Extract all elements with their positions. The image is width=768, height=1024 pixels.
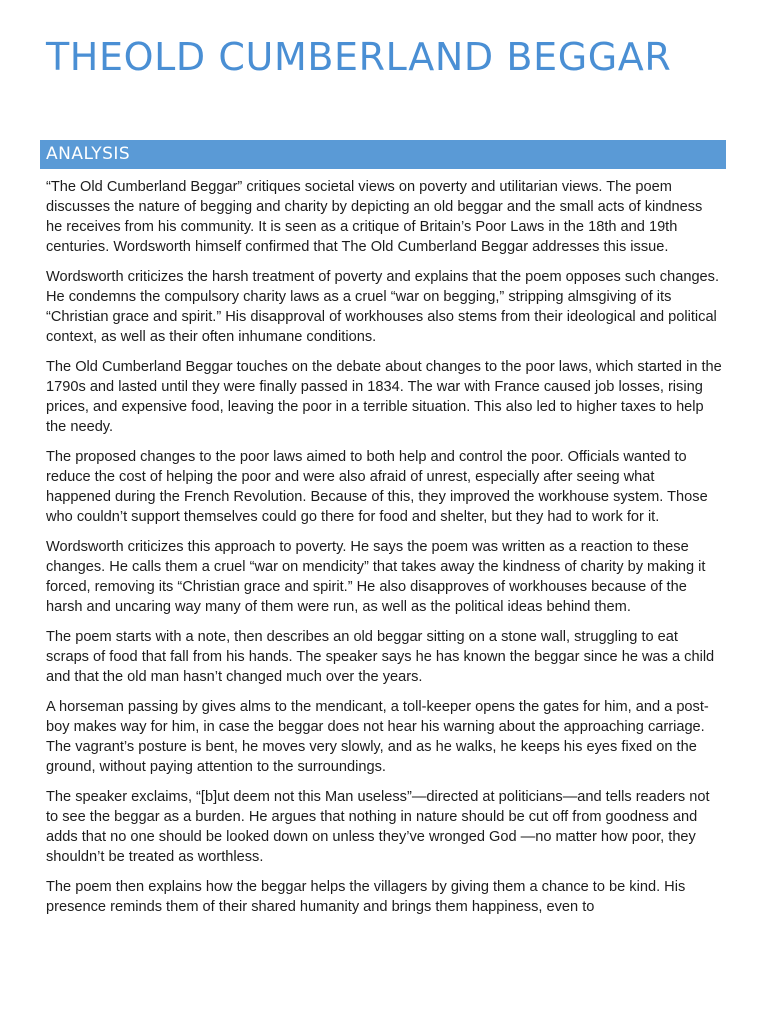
body-text xyxy=(46,177,722,927)
document-title: THEOLD CUMBERLAND BEGGAR xyxy=(46,35,672,79)
paragraph: The poem then explains how the beggar helps the villagers by giving them a chance to be kind. His presence reminds them of their shared humanity and brings them happiness, even to xyxy=(46,879,686,915)
paragraph: The speaker exclaims, “[b]ut deem not this Man useless”—directed at politicians—and tells readers not to see the beggar as a burden. He argues that nothing in nature should be cut off from goodness and adds that no one should be looked down on unless they’ve wronged God —no matter how poor, they shouldn’t be treated as worthless. xyxy=(46,789,710,865)
section-heading-bar xyxy=(40,140,726,169)
section-heading: ANALYSIS xyxy=(46,144,131,164)
paragraph: The proposed changes to the poor laws aimed to both help and control the poor. Officials wanted to reduce the cost of helping the poor and were also afraid of unrest, especially after seeing what happened during the French Revolution. Because of this, they improved the workhouse system. Those who couldn’t support themselves could go there for food and shelter, but they had to work for it. xyxy=(46,449,708,525)
paragraph: The poem starts with a note, then describes an old beggar sitting on a stone wall, struggling to eat scraps of food that fall from his hands. The speaker says he has known the beggar since he was a child and that the old man hasn’t changed much over the years. xyxy=(46,629,715,685)
paragraph: Wordsworth criticizes this approach to poverty. He says the poem was written as a reaction to these changes. He calls them a cruel “war on mendicity” that takes away the kindness of charity by making it forced, removing its “Christian grace and spirit.” He also disapproves of workhouses because of the harsh and uncaring way many of them were run, as well as the political ideas behind them. xyxy=(46,539,706,615)
paragraph: The Old Cumberland Beggar touches on the debate about changes to the poor laws, which started in the 1790s and lasted until they were finally passed in 1834. The war with France caused job losses, rising prices, and expensive food, leaving the poor in a terrible situation. This also led to higher taxes to help the needy. xyxy=(46,359,722,435)
paragraph: A horseman passing by gives alms to the mendicant, a toll-keeper opens the gates for him, and a post-boy makes way for him, in case the beggar does not hear his warning about the approaching carriage. The vagrant’s posture is bent, he moves very slowly, and as he walks, he keeps his eyes fixed on the ground, without paying attention to the surroundings. xyxy=(46,699,709,775)
paragraph: “The Old Cumberland Beggar” critiques societal views on poverty and utilitarian views. The poem discusses the nature of begging and charity by depicting an old beggar and the small acts of kindness he receives from his community. It is seen as a critique of Britain’s Poor Laws in the 18th and 19th centuries. Wordsworth himself confirmed that The Old Cumberland Beggar addresses this issue. xyxy=(46,179,703,255)
paragraph: Wordsworth criticizes the harsh treatment of poverty and explains that the poem opposes such changes. He condemns the compulsory charity laws as a cruel “war on begging,” stripping almsgiving of its “Christian grace and spirit.” His disapproval of workhouses also stems from their ideological and political context, as well as their often inhumane conditions. xyxy=(46,269,720,345)
